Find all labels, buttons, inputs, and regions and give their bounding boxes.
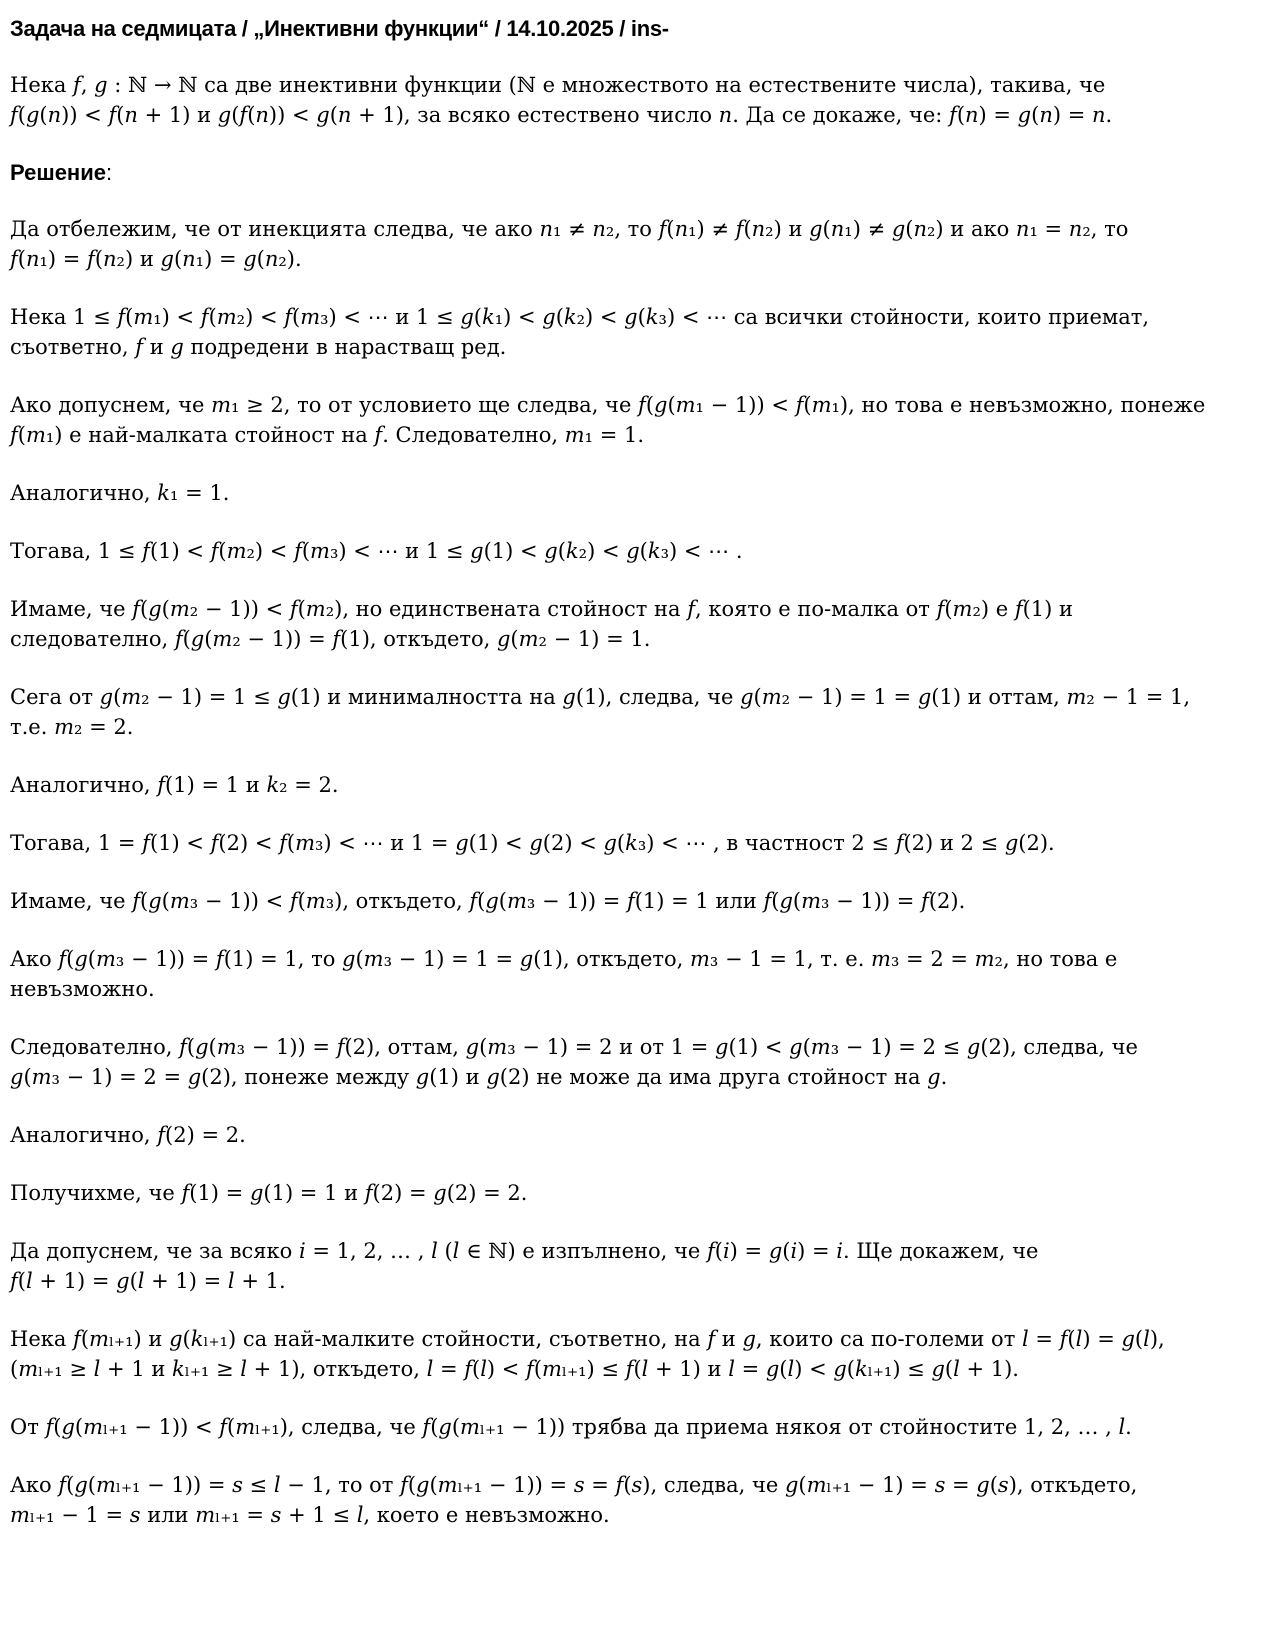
solution-body	[10, 214, 1255, 1530]
solution-paragraph	[10, 214, 1255, 274]
solution-paragraph	[10, 536, 1255, 566]
paragraph-line: Тогава, 1 ≤ 𝑓(1) < 𝑓(𝑚₂) < 𝑓(𝑚₃) < ⋯ и 1 ≤ 𝑔(1) < 𝑔(𝑘₂) < 𝑔(𝑘₃) < ⋯ .	[10, 539, 743, 563]
paragraph-line: Имаме, че 𝑓(𝑔(𝑚₂ − 1)) < 𝑓(𝑚₂), но единствената стойност на 𝑓, която е по-малка от 𝑓(𝑚₂) е 𝑓(1) и	[10, 597, 1074, 621]
statement-line: Нека 𝑓, 𝑔 : ℕ → ℕ са две инективни функции (ℕ е множеството на естествените числа), такива, че	[10, 73, 1106, 97]
solution-paragraph	[10, 682, 1255, 742]
paragraph-line: 𝑓(𝑛₁) = 𝑓(𝑛₂) и 𝑔(𝑛₁) = 𝑔(𝑛₂).	[10, 247, 302, 271]
paragraph-line: Нека 1 ≤ 𝑓(𝑚₁) < 𝑓(𝑚₂) < 𝑓(𝑚₃) < ⋯ и 1 ≤ 𝑔(𝑘₁) < 𝑔(𝑘₂) < 𝑔(𝑘₃) < ⋯ са всички стойности, които приемат,	[10, 305, 1150, 329]
solution-paragraph	[10, 770, 1255, 800]
paragraph-line: 𝑚ₗ₊₁ − 1 = 𝑠 или 𝑚ₗ₊₁ = 𝑠 + 1 ≤ 𝑙, което е невъзможно.	[10, 1503, 610, 1527]
problem-statement	[10, 70, 1255, 130]
document-page	[10, 14, 1255, 1558]
solution-heading-label: Решение	[10, 160, 106, 185]
paragraph-line: Аналогично, 𝑓(1) = 1 и 𝑘₂ = 2.	[10, 773, 339, 797]
paragraph-line: 𝑔(𝑚₃ − 1) = 2 = 𝑔(2), понеже между 𝑔(1) и 𝑔(2) не може да има друга стойност на 𝑔.	[10, 1065, 948, 1089]
paragraph-line: съответно, 𝑓 и 𝑔 подредени в нарастващ ред.	[10, 335, 507, 359]
paragraph-line: Ако 𝑓(𝑔(𝑚ₗ₊₁ − 1)) = 𝑠 ≤ 𝑙 − 1, то от 𝑓(𝑔(𝑚ₗ₊₁ − 1)) = 𝑠 = 𝑓(𝑠), следва, че 𝑔(𝑚ₗ₊₁ − 1) = 𝑠 = 𝑔(𝑠), откъдето,	[10, 1473, 1138, 1497]
paragraph-line: (𝑚ₗ₊₁ ≥ 𝑙 + 1 и 𝑘ₗ₊₁ ≥ 𝑙 + 1), откъдето, 𝑙 = 𝑓(𝑙) < 𝑓(𝑚ₗ₊₁) ≤ 𝑓(𝑙 + 1) и 𝑙 = 𝑔(𝑙) < 𝑔(𝑘ₗ₊₁) ≤ 𝑔(𝑙 + 1).	[10, 1357, 1019, 1381]
document-title: Задача на седмицата / „Инективни функции“ / 14.10.2025 / ins-	[10, 16, 669, 41]
solution-paragraph	[10, 1470, 1255, 1530]
solution-paragraph	[10, 944, 1255, 1004]
paragraph-line: Да допуснем, че за всяко 𝑖 = 1, 2, … , 𝑙 (𝑙 ∈ ℕ) е изпълнено, че 𝑓(𝑖) = 𝑔(𝑖) = 𝑖. Ще докажем, че	[10, 1239, 1039, 1263]
statement-line: 𝑓(𝑔(𝑛)) < 𝑓(𝑛 + 1) и 𝑔(𝑓(𝑛)) < 𝑔(𝑛 + 1), за всяко естествено число 𝑛. Да се докаже, че: 𝑓(𝑛) = 𝑔(𝑛) = 𝑛.	[10, 103, 1113, 127]
paragraph-line: Аналогично, 𝑓(2) = 2.	[10, 1123, 246, 1147]
solution-paragraph	[10, 1032, 1255, 1092]
paragraph-line: От 𝑓(𝑔(𝑚ₗ₊₁ − 1)) < 𝑓(𝑚ₗ₊₁), следва, че 𝑓(𝑔(𝑚ₗ₊₁ − 1)) трябва да приема някоя от стойностите 1, 2, … , 𝑙.	[10, 1415, 1132, 1439]
paragraph-line: следователно, 𝑓(𝑔(𝑚₂ − 1)) = 𝑓(1), откъдето, 𝑔(𝑚₂ − 1) = 1.	[10, 627, 651, 651]
paragraph-line: Ако допуснем, че 𝑚₁ ≥ 2, то от условието ще следва, че 𝑓(𝑔(𝑚₁ − 1)) < 𝑓(𝑚₁), но това е невъзможно, понеже	[10, 393, 1206, 417]
paragraph-line: т.е. 𝑚₂ = 2.	[10, 715, 134, 739]
solution-paragraph	[10, 1178, 1255, 1208]
paragraph-line: 𝑓(𝑚₁) е най-малката стойност на 𝑓. Следователно, 𝑚₁ = 1.	[10, 423, 644, 447]
solution-heading	[10, 158, 1255, 188]
paragraph-line: Нека 𝑓(𝑚ₗ₊₁) и 𝑔(𝑘ₗ₊₁) са най-малките стойности, съответно, на 𝑓 и 𝑔, които са по-големи от 𝑙 = 𝑓(𝑙) = 𝑔(𝑙),	[10, 1327, 1165, 1351]
paragraph-line: Имаме, че 𝑓(𝑔(𝑚₃ − 1)) < 𝑓(𝑚₃), откъдето, 𝑓(𝑔(𝑚₃ − 1)) = 𝑓(1) = 1 или 𝑓(𝑔(𝑚₃ − 1)) = 𝑓(2).	[10, 889, 966, 913]
paragraph-line: Следователно, 𝑓(𝑔(𝑚₃ − 1)) = 𝑓(2), оттам, 𝑔(𝑚₃ − 1) = 2 и от 1 = 𝑔(1) < 𝑔(𝑚₃ − 1) = 2 ≤ 𝑔(2), следва, че	[10, 1035, 1138, 1059]
solution-paragraph	[10, 478, 1255, 508]
paragraph-line: Да отбележим, че от инекцията следва, че ако 𝑛₁ ≠ 𝑛₂, то 𝑓(𝑛₁) ≠ 𝑓(𝑛₂) и 𝑔(𝑛₁) ≠ 𝑔(𝑛₂) и ако 𝑛₁ = 𝑛₂, то	[10, 217, 1129, 241]
paragraph-line: Тогава, 1 = 𝑓(1) < 𝑓(2) < 𝑓(𝑚₃) < ⋯ и 1 = 𝑔(1) < 𝑔(2) < 𝑔(𝑘₃) < ⋯ , в частност 2 ≤ 𝑓(2) и 2 ≤ 𝑔(2).	[10, 831, 1055, 855]
solution-paragraph	[10, 1324, 1255, 1384]
solution-paragraph	[10, 886, 1255, 916]
solution-heading-colon: :	[105, 160, 113, 185]
paragraph-line: Сега от 𝑔(𝑚₂ − 1) = 1 ≤ 𝑔(1) и минималността на 𝑔(1), следва, че 𝑔(𝑚₂ − 1) = 1 = 𝑔(1) и оттам, 𝑚₂ − 1 = 1,	[10, 685, 1191, 709]
paragraph-line: Ако 𝑓(𝑔(𝑚₃ − 1)) = 𝑓(1) = 1, то 𝑔(𝑚₃ − 1) = 1 = 𝑔(1), откъдето, 𝑚₃ − 1 = 1, т. е. 𝑚₃ = 2 = 𝑚₂, но това е	[10, 947, 1118, 971]
solution-paragraph	[10, 390, 1255, 450]
solution-paragraph	[10, 302, 1255, 362]
paragraph-line: 𝑓(𝑙 + 1) = 𝑔(𝑙 + 1) = 𝑙 + 1.	[10, 1269, 286, 1293]
paragraph-line: невъзможно.	[10, 977, 155, 1001]
paragraph-line: Получихме, че 𝑓(1) = 𝑔(1) = 1 и 𝑓(2) = 𝑔(2) = 2.	[10, 1181, 528, 1205]
solution-paragraph	[10, 1120, 1255, 1150]
solution-paragraph	[10, 1236, 1255, 1296]
solution-paragraph	[10, 1412, 1255, 1442]
paragraph-line: Аналогично, 𝑘₁ = 1.	[10, 481, 230, 505]
solution-paragraph	[10, 828, 1255, 858]
solution-paragraph	[10, 594, 1255, 654]
